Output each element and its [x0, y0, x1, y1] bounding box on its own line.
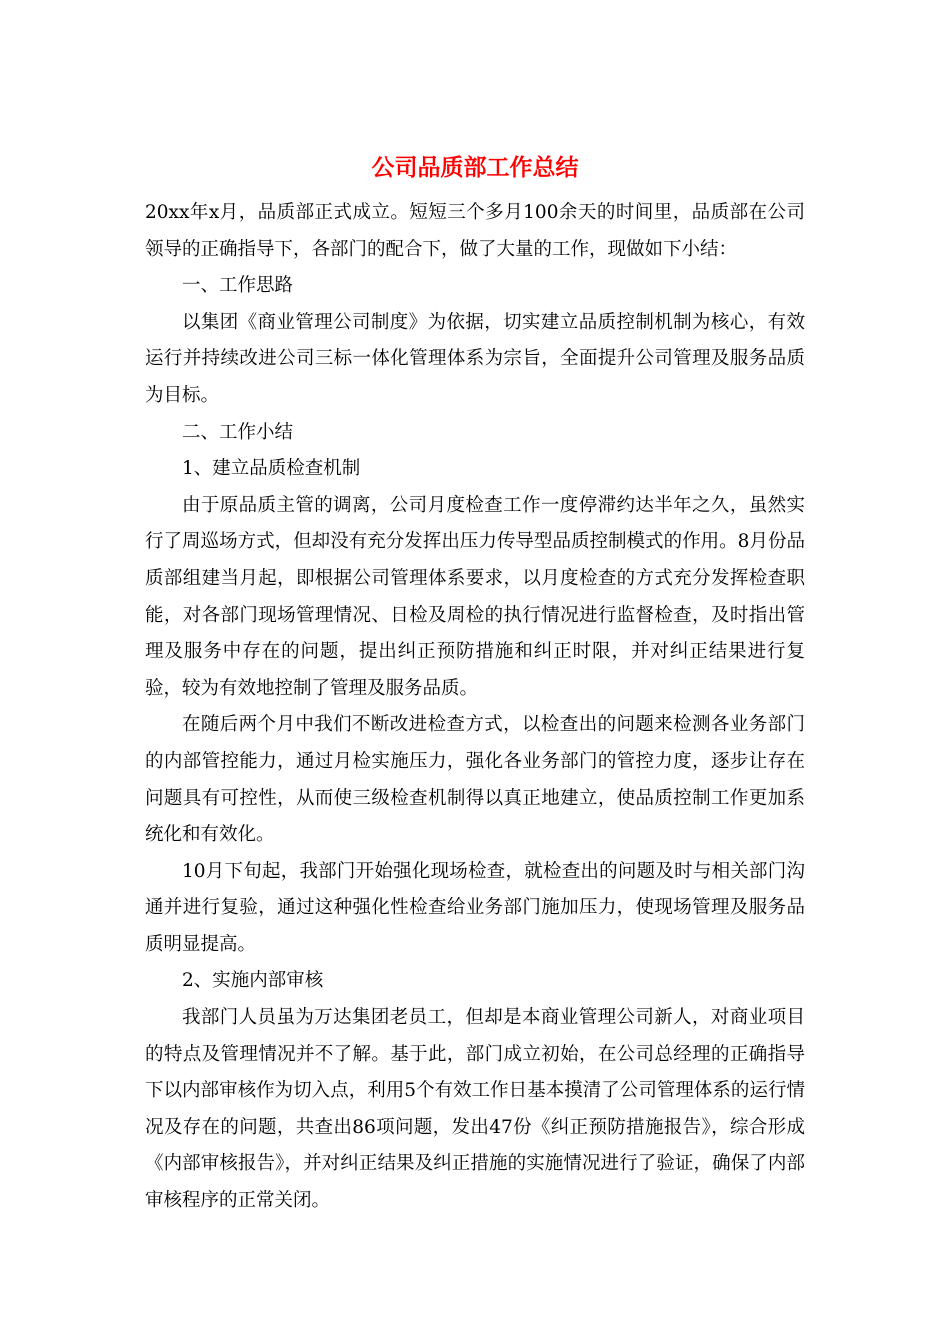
paragraph-internal-audit: 我部门人员虽为万达集团老员工，但却是本商业管理公司新人，对商业项目的特点及管理情况并不了解。基于此，部门成立初始，在公司总经理的正确指导下以内部审核作为切入点，利用5个有效工作日基本摸清了公司管理体系的运行情况及存在的问题，共查出86项问题，发出47份《纠正预防措施报告》，综合形成《内部审核报告》，并对纠正结果及纠正措施的实施情况进行了验证，确保了内部审核程序的正常关闭。 — [145, 1007, 805, 1212]
subsection-heading-internal-audit: 2、实施内部审核 — [182, 970, 324, 992]
document-title: 公司品质部工作总结 — [371, 154, 579, 181]
paragraph-work-ideas: 以集团《商业管理公司制度》为依据，切实建立品质控制机制为核心，有效运行并持续改进公司三标一体化管理体系为宗旨，全面提升公司管理及服务品质为目标。 — [145, 311, 805, 406]
document-body — [145, 195, 805, 1220]
paragraph-intro: 20xx年x月，品质部正式成立。短短三个多月100余天的时间里，品质部在公司领导的正确指导下，各部门的配合下，做了大量的工作，现做如下小结： — [145, 202, 805, 260]
paragraph-inspection-3: 10月下旬起，我部门开始强化现场检查，就检查出的问题及时与相关部门沟通并进行复验，通过这种强化性检查给业务部门施加压力，使现场管理及服务品质明显提高。 — [145, 860, 805, 955]
subsection-heading-inspection: 1、建立品质检查机制 — [182, 458, 361, 480]
section-heading-work-ideas: 一、工作思路 — [182, 275, 294, 297]
section-heading-work-summary: 二、工作小结 — [182, 421, 294, 443]
paragraph-inspection-2: 在随后两个月中我们不断改进检查方式，以检查出的问题来检测各业务部门的内部管控能力，通过月检实施压力，强化各业务部门的管控力度，逐步让存在问题具有可控性，从而使三级检查机制得以真正地建立，使品质控制工作更加系统化和有效化。 — [145, 714, 805, 846]
paragraph-inspection-1: 由于原品质主管的调离，公司月度检查工作一度停滞约达半年之久，虽然实行了周巡场方式，但却没有充分发挥出压力传导型品质控制模式的作用。8月份品质部组建当月起，即根据公司管理体系要求，以月度检查的方式充分发挥检查职能，对各部门现场管理情况、日检及周检的执行情况进行监督检查，及时指出管理及服务中存在的问题，提出纠正预防措施和纠正时限，并对纠正结果进行复验，较为有效地控制了管理及服务品质。 — [145, 494, 805, 699]
